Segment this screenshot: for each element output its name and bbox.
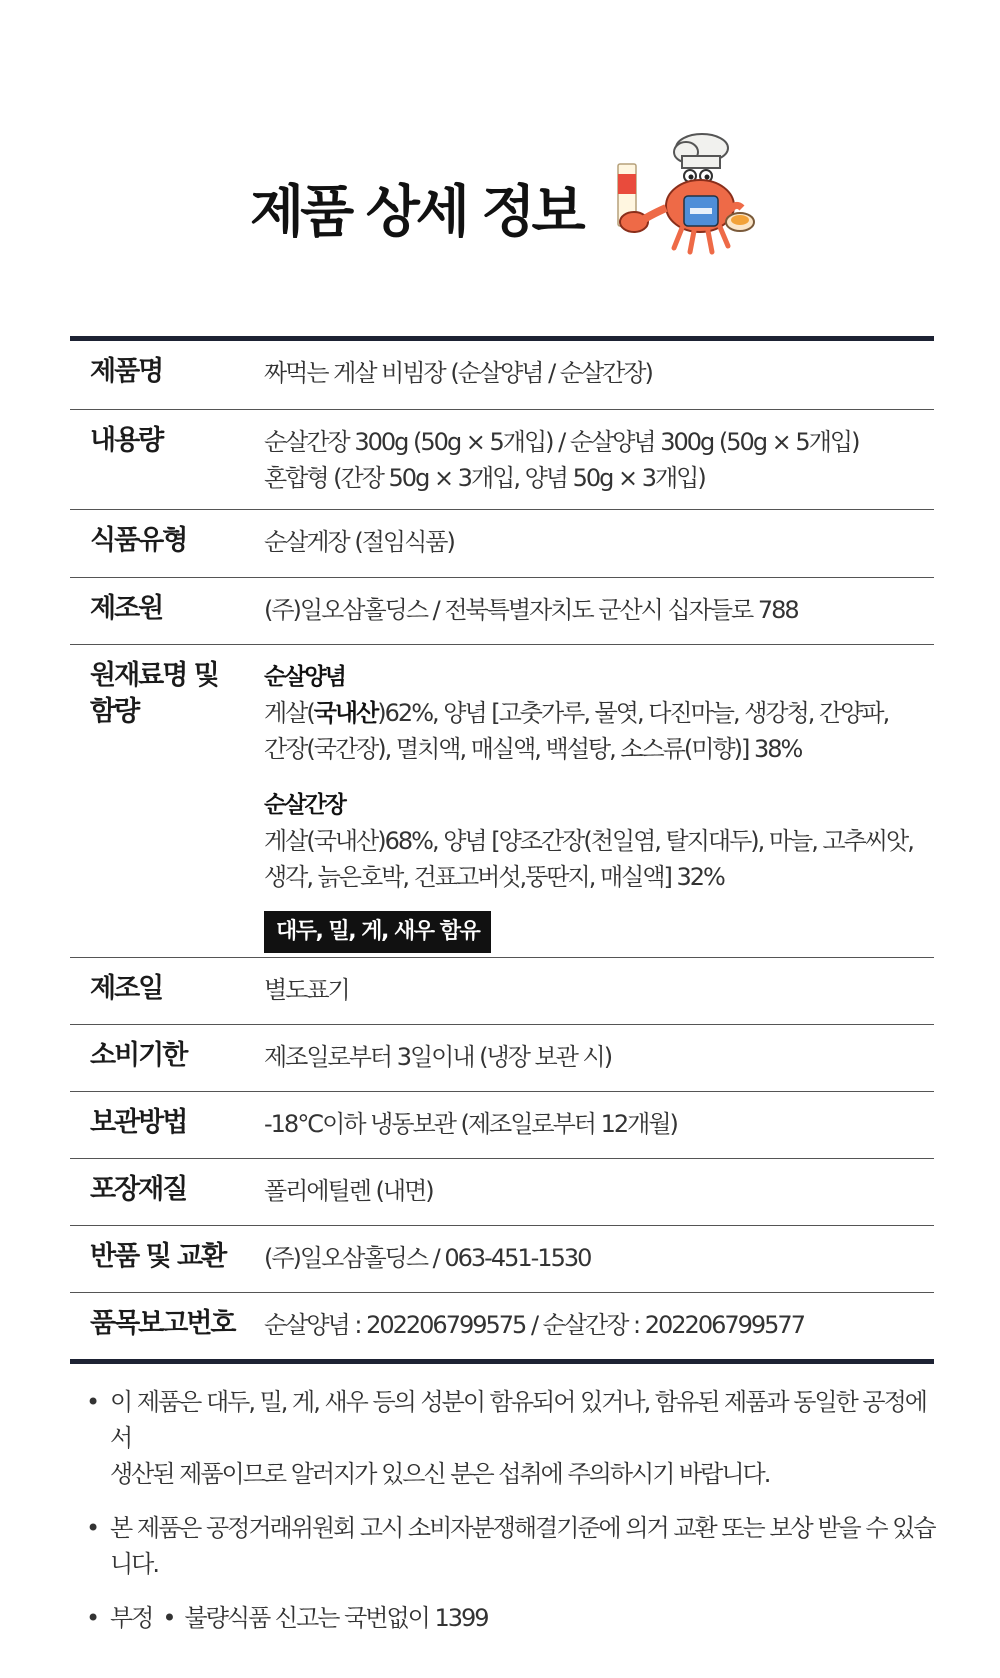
row-food-type <box>70 510 934 578</box>
row-label: 품목보고번호 <box>90 1308 235 1339</box>
row-product-name <box>70 341 934 410</box>
ingredient-subhead-seasoned: 순살양념 <box>264 664 345 690</box>
allergen-badge: 대두, 밀, 게, 새우 함유 <box>264 911 491 953</box>
row-label: 내용량 <box>90 425 163 456</box>
row-label: 식품유형 <box>90 525 187 556</box>
product-info-table <box>70 336 934 1364</box>
row-return-exchange <box>70 1226 934 1293</box>
bullet-icon: • <box>86 1604 99 1632</box>
volume-line-2: 혼합형 (간장 50g × 3개입, 양념 50g × 3개입) <box>264 464 705 492</box>
row-value: 별도표기 <box>264 976 349 1004</box>
row-packaging <box>70 1159 934 1226</box>
row-value: (주)일오삼홀딩스 / 063-451-1530 <box>264 1244 591 1272</box>
row-value: 제조일로부터 3일이내 (냉장 보관 시) <box>264 1043 612 1071</box>
note-line: 생산된 제품이므로 알러지가 있으신 분은 섭취에 주의하시기 바랍니다. <box>110 1460 770 1488</box>
origin-highlight: 국내산 <box>313 699 378 727</box>
row-manufacturer <box>70 578 934 645</box>
row-value <box>264 645 934 957</box>
row-label: 소비기한 <box>90 1040 187 1071</box>
row-manufacture-date <box>70 958 934 1025</box>
note-report <box>80 1600 940 1636</box>
note-exchange <box>80 1510 940 1582</box>
ingredient-seasoned-line-2: 간장(국간장), 멸치액, 매실액, 백설탕, 소스류(미향)] 38% <box>264 735 802 763</box>
row-expiry <box>70 1025 934 1092</box>
note-text <box>110 1600 940 1636</box>
crab-chef-mascot-icon <box>590 130 760 270</box>
ingredient-soy-line-2: 생각, 늙은호박, 건표고버섯,뚱딴지, 매실액] 32% <box>264 863 724 891</box>
bullet-icon: • <box>86 1388 99 1416</box>
row-label: 반품 및 교환 <box>90 1241 226 1272</box>
text-fragment: 부정 <box>110 1604 153 1632</box>
bullet-icon: • <box>162 1604 175 1632</box>
bullet-icon: • <box>86 1514 99 1542</box>
row-value: (주)일오삼홀딩스 / 전북특별자치도 군산시 십자들로 788 <box>264 596 798 624</box>
row-storage <box>70 1092 934 1159</box>
note-allergy <box>80 1384 940 1492</box>
notes <box>80 1384 940 1654</box>
header <box>0 0 1000 330</box>
row-label: 보관방법 <box>90 1107 187 1138</box>
row-label <box>70 645 264 957</box>
row-label: 포장재질 <box>90 1174 187 1205</box>
note-text <box>110 1384 940 1492</box>
ingredient-subhead-soy: 순살간장 <box>264 792 345 818</box>
row-label: 제조원 <box>90 593 163 624</box>
ingredient-soy-line-1: 게살(국내산)68%, 양념 [양조간장(천일염, 탈지대두), 마늘, 고추씨앗, <box>264 827 913 855</box>
note-text: 본 제품은 공정거래위원회 고시 소비자분쟁해결기준에 의거 교환 또는 보상 받을 수 있습니다. <box>110 1514 935 1578</box>
row-value: 폴리에틸렌 (내면) <box>264 1177 433 1205</box>
page-title: 제품 상세 정보 <box>250 180 582 245</box>
row-value: 순살양념 : 202206799575 / 순살간장 : 202206799577 <box>264 1311 804 1339</box>
text-fragment: 게살( <box>264 699 314 727</box>
note-line: 이 제품은 대두, 밀, 게, 새우 등의 성분이 함유되어 있거나, 함유된 제품과 동일한 공정에서 <box>110 1388 926 1452</box>
ingredient-seasoned-line-1 <box>264 695 934 731</box>
row-volume <box>70 410 934 510</box>
volume-line-1: 순살간장 300g (50g × 5개입) / 순살양념 300g (50g × 5개입) <box>264 428 859 456</box>
row-ingredients <box>70 645 934 958</box>
row-value <box>264 410 934 509</box>
row-label-line-1: 원재료명 및 <box>90 660 218 691</box>
row-label-line-2: 함량 <box>90 696 139 727</box>
text-fragment: )62%, 양념 [고춧가루, 물엿, 다진마늘, 생강청, 간양파, <box>377 699 889 727</box>
row-label: 제품명 <box>90 356 163 387</box>
row-label: 제조일 <box>90 973 163 1004</box>
row-report-number <box>70 1293 934 1359</box>
row-value: 순살게장 (절임식품) <box>264 528 454 556</box>
text-fragment: 불량식품 신고는 국번없이 1399 <box>184 1604 488 1632</box>
row-value: -18℃이하 냉동보관 (제조일로부터 12개월) <box>264 1110 677 1138</box>
row-value: 짜먹는 게살 비빔장 (순살양념 / 순살간장) <box>264 359 652 387</box>
